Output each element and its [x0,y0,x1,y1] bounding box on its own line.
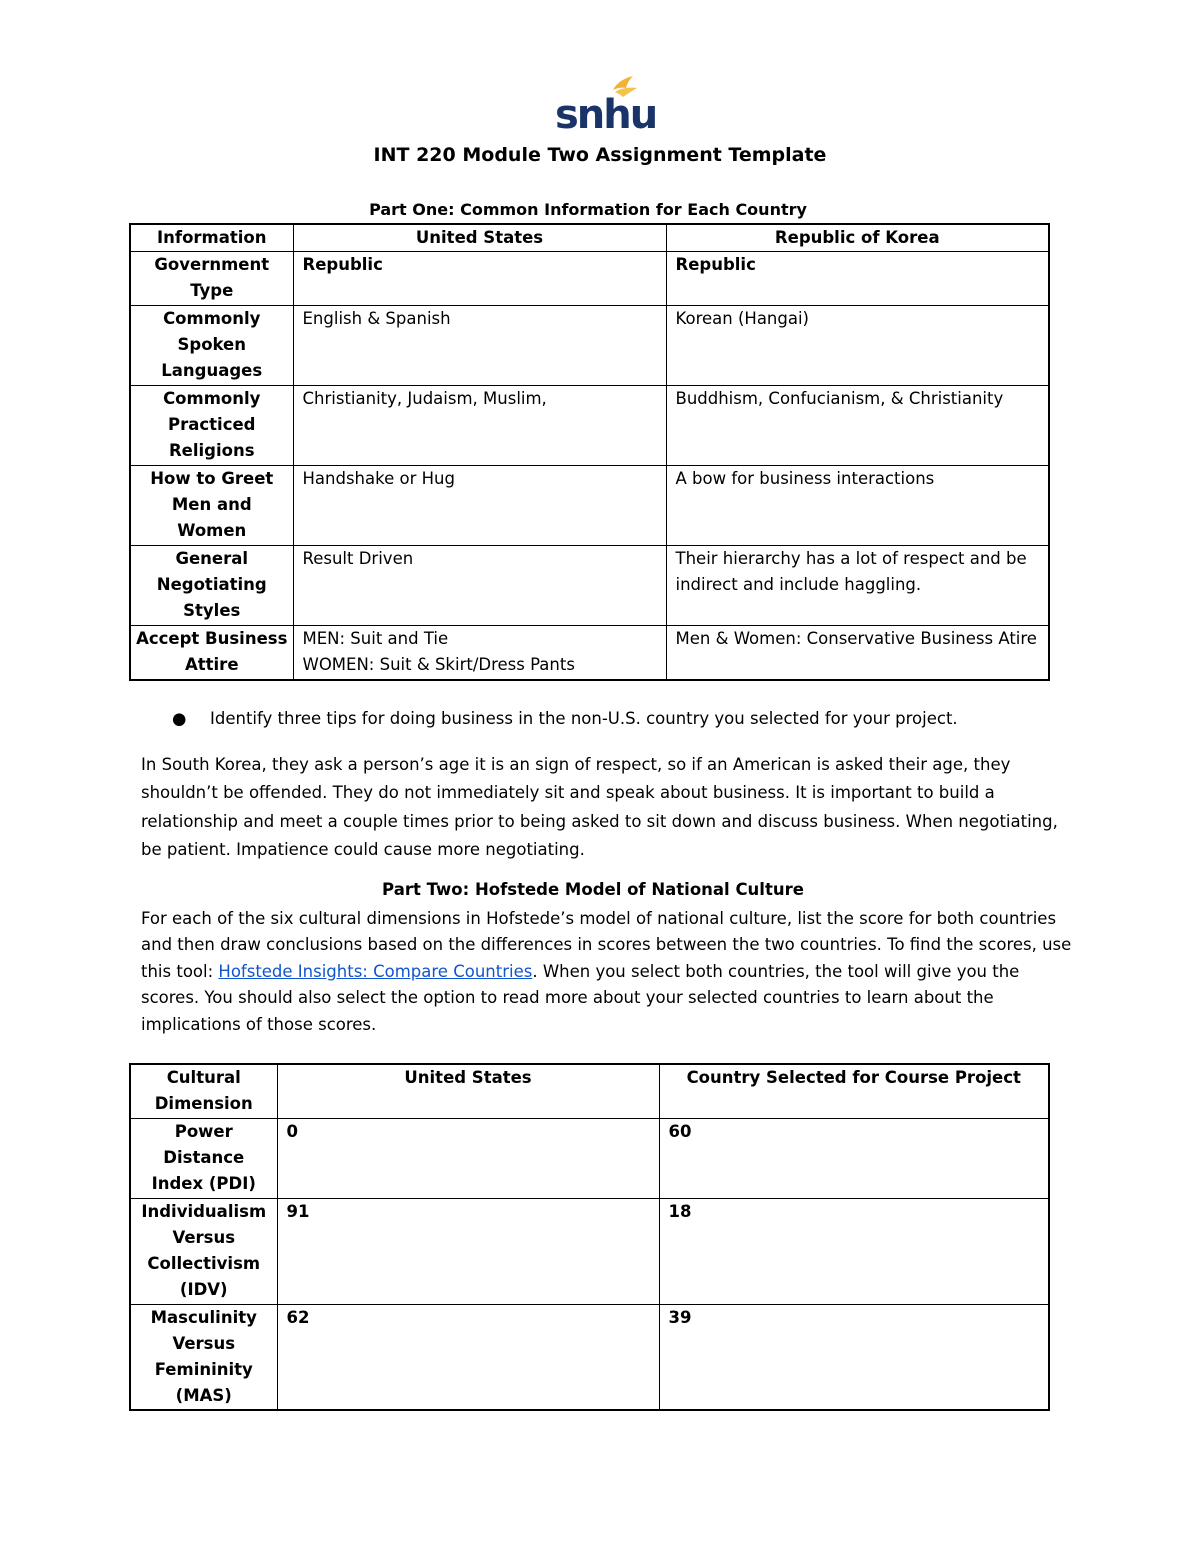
row-label: Individualism Versus Collectivism (IDV) [130,1198,277,1304]
row-label: Accept Business Attire [130,626,293,680]
bullet-text: Identify three tips for doing business in the non-U.S. country you selected for your project. [210,709,958,728]
us-cell: English & Spanish [293,306,666,386]
table-row [130,466,1049,546]
us-cell [293,626,666,680]
part-two-heading: Part Two: Hofstede Model of National Culture [382,880,804,899]
us-score: 91 [277,1198,659,1304]
us-score: 0 [277,1118,659,1198]
row-label: Government Type [130,252,293,306]
us-cell: Result Driven [293,546,666,626]
us-cell: Christianity, Judaism, Muslim, [293,386,666,466]
svg-text:snhu: snhu [555,92,657,138]
column-header: United States [277,1064,659,1118]
korea-cell: Korean (Hangai) [666,306,1049,386]
column-header: United States [293,224,666,252]
column-header: Cultural Dimension [130,1064,277,1118]
table-row [130,386,1049,466]
row-label: General Negotiating Styles [130,546,293,626]
attire-women: WOMEN: Suit & Skirt/Dress Pants [302,655,575,674]
row-label: Commonly Spoken Languages [130,306,293,386]
table-header-row [130,224,1049,252]
korea-cell: Republic [666,252,1049,306]
business-tips-answer: In South Korea, they ask a person’s age it is an sign of respect, so if an American is asked their age, they shouldn’t be offended. They do not immediately sit and speak about business. It is important to build a relationship and meet a couple times prior to being asked to sit down and discuss business. When negotiating, be patient. Impatience could cause more negotiating. [141,755,1058,859]
instructions-text-continued: . When you select both countries, the tool will give you the scores. You should also select the option to read more about your selected countries to learn about the implications of those scores. [141,961,1020,1034]
column-header: Republic of Korea [666,224,1049,252]
bullet-dot: ● [172,709,187,728]
snhu-logo [555,70,657,138]
selected-country-score: 60 [659,1118,1049,1198]
table-row [130,1118,1049,1198]
table-row [130,306,1049,386]
table-row [130,626,1049,680]
country-info-table [129,223,1050,681]
us-cell: Republic [293,252,666,306]
document-title: INT 220 Module Two Assignment Template [373,144,827,166]
column-header: Information [130,224,293,252]
row-label: Commonly Practiced Religions [130,386,293,466]
part-two-instructions [141,906,1076,1038]
table-header-row [130,1064,1049,1118]
korea-cell: Buddhism, Confucianism, & Christianity [666,386,1049,466]
hofstede-scores-table [129,1063,1050,1411]
selected-country-score: 18 [659,1198,1049,1304]
attire-men: MEN: Suit and Tie [302,629,449,648]
table-row [130,546,1049,626]
instructions-text: For each of the six cultural dimensions in Hofstede’s model of national culture, list the score for both countries and then draw conclusions based on the differences in scores between the two countries. To find the scores, use this tool: [141,909,1072,981]
table-row [130,252,1049,306]
table-row [130,1304,1049,1410]
selected-country-score: 39 [659,1304,1049,1410]
hofstede-compare-link[interactable]: Hofstede Insights: Compare Countries [218,961,533,981]
korea-cell: Their hierarchy has a lot of respect and be indirect and include haggling. [666,546,1049,626]
part-one-heading: Part One: Common Information for Each Country [369,200,807,219]
row-label: Masculinity Versus Femininity (MAS) [130,1304,277,1410]
korea-cell: A bow for business interactions [666,466,1049,546]
us-score: 62 [277,1304,659,1410]
row-label: Power Distance Index (PDI) [130,1118,277,1198]
column-header: Country Selected for Course Project [659,1064,1049,1118]
table-row [130,1198,1049,1304]
row-label: How to Greet Men and Women [130,466,293,546]
korea-cell: Men & Women: Conservative Business Atire [666,626,1049,680]
us-cell: Handshake or Hug [293,466,666,546]
